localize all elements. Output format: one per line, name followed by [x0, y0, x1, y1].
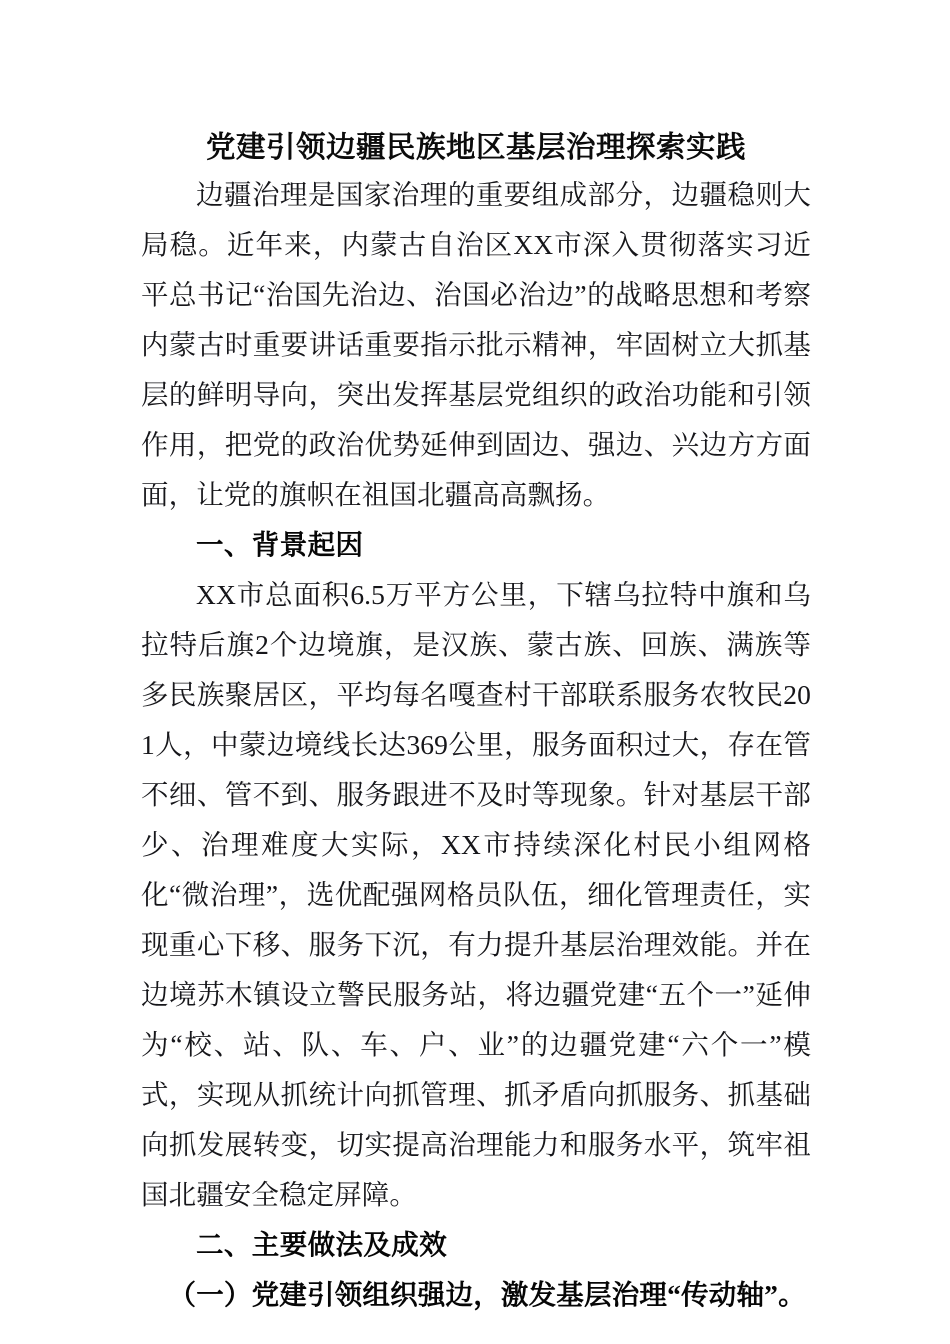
intro-paragraph: 边疆治理是国家治理的重要组成部分，边疆稳则大局稳。近年来，内蒙古自治区XX市深入贯彻落实习近平总书记“治国先治边、治国必治边”的战略思想和考察内蒙古时重要讲话重要指示批示精神，牢固树立大抓基层的鲜明导向，突出发挥基层党组织的政治功能和引领作用，把党的政治优势延伸到固边、强边、兴边方方面面，让党的旗帜在祖国北疆高高飘扬。 — [141, 179, 811, 510]
document-content-column — [141, 0, 811, 1320]
page-title: 党建引领边疆民族地区基层治理探索实践 — [205, 132, 746, 164]
section-heading-methods: 二、主要做法及成效 — [196, 1229, 448, 1260]
section-heading-background: 一、背景起因 — [196, 529, 364, 560]
subsection-heading-one: （一）党建引领组织强边，激发基层治理“传动轴”。 — [168, 1279, 806, 1310]
background-paragraph: XX市总面积6.5万平方公里，下辖乌拉特中旗和乌拉特后旗2个边境旗，是汉族、蒙古族、回族、满族等多民族聚居区，平均每名嘎查村干部联系服务农牧民201人，中蒙边境线长达369公里，服务面积过大，存在管不细、管不到、服务跟进不及时等现象。针对基层干部少、治理难度大实际，XX市持续深化村民小组网格化“微治理”，选优配强网格员队伍，细化管理责任，实现重心下移、服务下沉，有力提升基层治理效能。并在边境苏木镇设立警民服务站，将边疆党建“五个一”延伸为“校、站、队、车、户、业”的边疆党建“六个一”模式，实现从抓统计向抓管理、抓矛盾向抓服务、抓基础向抓发展转变，切实提高治理能力和服务水平，筑牢祖国北疆安全稳定屏障。 — [141, 579, 811, 1210]
